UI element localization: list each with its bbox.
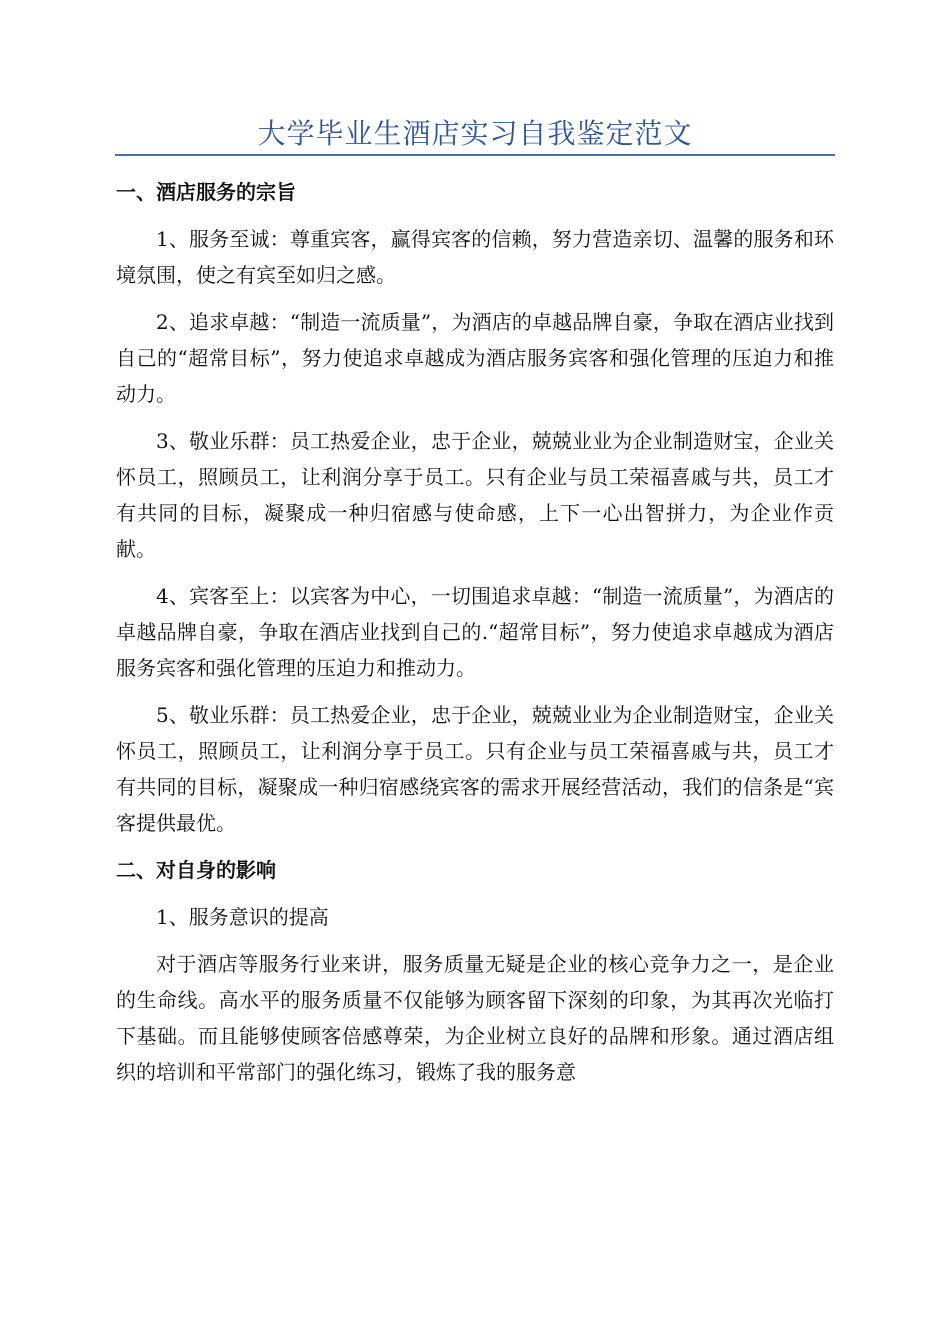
- paragraph-pursue-excellence: 2、追求卓越：“制造一流质量”，为酒店的卓越品牌自豪，争取在酒店业找到自己的“超常目标”，努力使追求卓越成为酒店服务宾客和强化管理的压迫力和推动力。: [116, 310, 834, 406]
- paragraph-guest-first: 4、宾客至上：以宾客为中心，一切围追求卓越：“制造一流质量”，为酒店的卓越品牌自豪，争取在酒店业找到自己的.“超常目标”，努力使追求卓越成为酒店服务宾客和强化管理的压迫力和推动力。: [116, 584, 834, 680]
- paragraph-service-awareness: 1、服务意识的提高: [156, 905, 329, 929]
- document-title: 大学毕业生酒店实习自我鉴定范文: [257, 117, 693, 150]
- title-underline: [115, 154, 835, 156]
- paragraph-service-sincerity: 1、服务至诚：尊重宾客，赢得宾客的信赖，努力营造亲切、温馨的服务和环境氛围，使之有宾至如归之感。: [116, 227, 834, 287]
- section-heading-impact: 二、对自身的影响: [116, 858, 276, 882]
- paragraph-dedication-2: 5、敬业乐群：员工热爱企业，忠于企业，兢兢业业为企业制造财宝，企业关怀员工，照顾员工，让利润分享于员工。只有企业与员工荣福喜戚与共，员工才有共同的目标，凝聚成一种归宿感绕宾客的需求开展经营活动，我们的信条是“宾客提供最优。: [116, 703, 834, 835]
- paragraph-dedication: 3、敬业乐群：员工热爱企业，忠于企业，兢兢业业为企业制造财宝，企业关怀员工，照顾员工，让利润分享于员工。只有企业与员工荣福喜戚与共，员工才有共同的目标，凝聚成一种归宿感与使命感，上下一心出智拼力，为企业作贡献。: [116, 429, 834, 561]
- section-heading-purpose: 一、酒店服务的宗旨: [116, 180, 296, 204]
- document-body: [116, 174, 834, 1101]
- paragraph-service-quality: 对于酒店等服务行业来讲，服务质量无疑是企业的核心竞争力之一，是企业的生命线。高水平的服务质量不仅能够为顾客留下深刻的印象，为其再次光临打下基础。而且能够使顾客倍感尊荣，为企业树立良好的品牌和形象。通过酒店组织的培训和平常部门的强化练习，锻炼了我的服务意: [116, 952, 834, 1084]
